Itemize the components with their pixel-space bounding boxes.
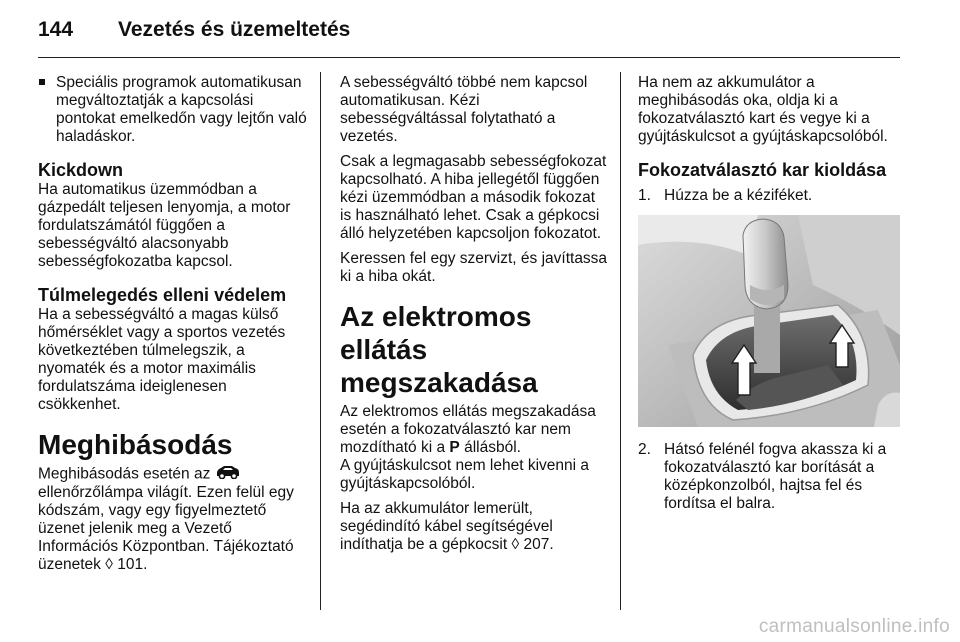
watermark: carmanualsonline.info <box>758 616 950 637</box>
column-divider-2 <box>620 72 621 610</box>
release-heading: Fokozatválasztó kar kioldása <box>638 160 887 180</box>
header-divider <box>38 57 900 58</box>
power-text <box>340 403 610 457</box>
bullet-item <box>38 74 308 146</box>
step-1 <box>638 187 902 205</box>
step-number: 1. <box>638 187 651 204</box>
column-2 <box>340 74 610 561</box>
page-ref-link[interactable]: 101. <box>117 556 148 573</box>
page-title: Vezetés és üzemeltetés <box>118 18 351 41</box>
battery-text <box>340 500 610 554</box>
column-divider-1 <box>320 72 321 610</box>
step-text: Húzza be a kéziféket. <box>664 187 813 204</box>
battery-text-body: Ha az akkumulátor lemerült, segédindító kábel segítségével indíthatja be a gépkocsit <box>340 500 553 553</box>
page-ref-arrow-icon: ◊ <box>105 556 113 573</box>
page-ref-link[interactable]: 207. <box>523 536 554 553</box>
intro-text: Ha nem az akkumulátor a meghibásodás oka, oldja ki a fokozatválasztó kart és vegye ki a gyújtáskulcsot a gyújtáskapcsolóból. <box>638 74 888 145</box>
ignition-text: A gyújtáskulcsot nem lehet kivenni a gyújtáskapcsolóból. <box>340 457 589 492</box>
power-text-part-1: Az elektromos ellátás megszakadása esetén a fokozatválasztó kar nem mozdítható ki a <box>340 403 596 456</box>
fault-text-part-1: Meghibásodás esetén az <box>38 465 211 483</box>
kickdown-text: Ha automatikus üzemmódban a gázpedált teljesen lenyomja, a motor fordulatszámától függően a sebességváltó alacsonyabb sebességfokozatba kapcsol. <box>38 181 291 270</box>
fault-heading: Meghibásodás <box>38 429 233 460</box>
car-warning-icon <box>215 465 241 484</box>
step-text: Hátsó felénél fogva akassza ki a fokozatválasztó kar borítását a középkonzolból, hajtsa fel és fordítsa el balra. <box>664 441 887 512</box>
column-3 <box>638 74 902 520</box>
step-number: 2. <box>638 441 651 458</box>
page-header <box>38 18 900 48</box>
overheat-heading: Túlmelegedés elleni védelem <box>38 285 287 305</box>
page-number: 144 <box>38 18 74 41</box>
page-ref-arrow-icon: ◊ <box>511 536 520 553</box>
kickdown-heading: Kickdown <box>38 160 124 180</box>
step-2 <box>638 441 902 513</box>
bullet-text: Speciális programok automatikusan megváltoztatják a kapcsolási pontokat emelkedőn vagy lejtőn való haladáskor. <box>56 74 307 145</box>
power-heading: Az elektromos ellátás megszakadása <box>340 301 538 398</box>
gear-lever-illustration <box>638 215 900 427</box>
fault-text <box>38 465 308 574</box>
column-1 <box>38 74 308 581</box>
paragraph: A sebességváltó többé nem kapcsol automatikusan. Kézi sebességváltással folytatható a vezetés. <box>340 74 588 145</box>
park-position-label: P <box>449 439 460 456</box>
paragraph: Csak a legmagasabb sebességfokozat kapcsolható. A hiba jellegétől függően kézi üzemmódban a második fokozat is használható lehet. Csak a gépkocsi álló helyzetében kapcsoljon fokozatot. <box>340 153 607 242</box>
overheat-text: Ha a sebességváltó a magas külső hőmérséklet vagy a sportos vezetés következtében túlmelegszik, a nyomaték és a motor maximális fordulatszáma ideiglenesen csökkenhet. <box>38 306 286 413</box>
power-text-part-2: állásból. <box>464 439 521 456</box>
paragraph: Keressen fel egy szervizt, és javíttassa ki a hiba okát. <box>340 250 608 285</box>
fault-text-part-2: ellenőrzőlámpa világít. Ezen felül egy kódszám, vagy egy figyelmeztető üzenet jelenik meg a Vezető Információs Központban. Tájékoztató üzenetek <box>38 484 294 573</box>
bullet-square-icon <box>39 79 45 85</box>
